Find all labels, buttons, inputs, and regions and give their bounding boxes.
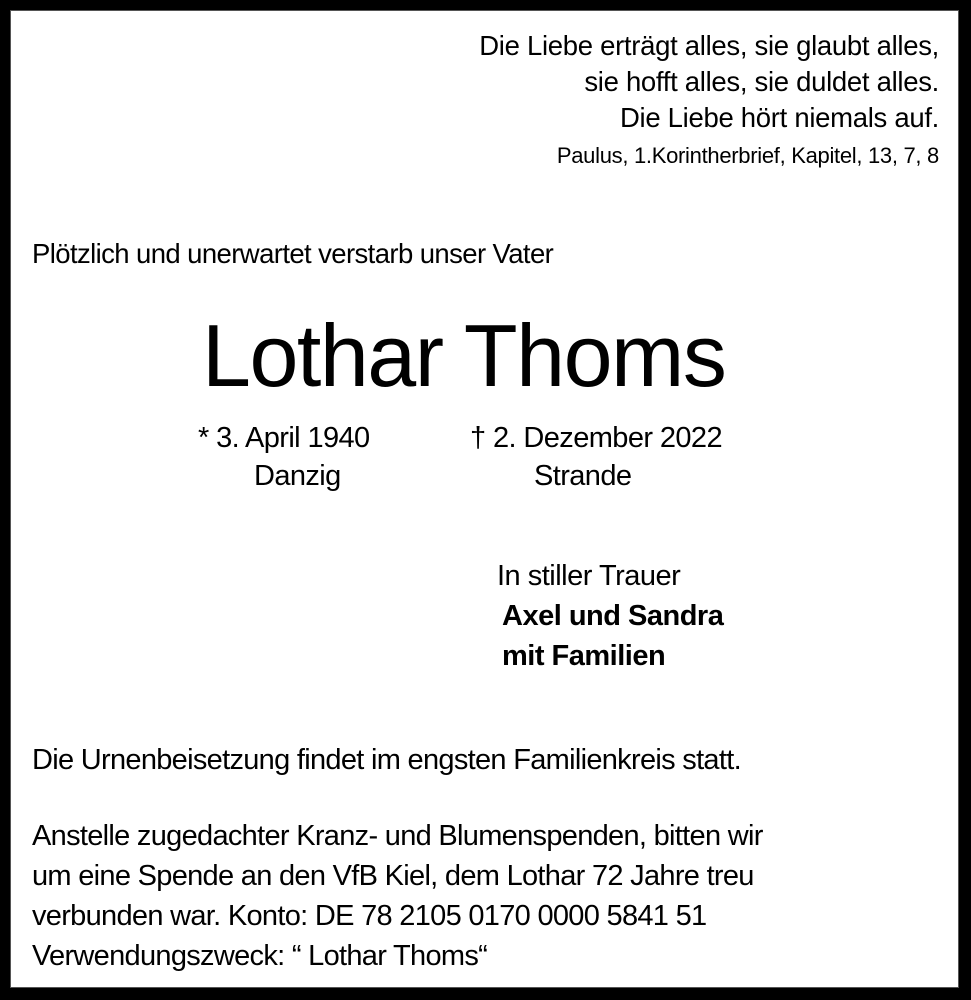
birth-place: Danzig [254,460,341,492]
death-date: † 2. Dezember 2022 [470,422,722,454]
mourning-heading: In stiller Trauer [497,560,681,592]
bible-quote-line-1: Die Liebe erträgt alles, sie glaubt alles, [479,30,939,61]
intro-text: Plötzlich und unerwartet verstarb unser Vater [32,238,554,269]
deceased-name: Lothar Thoms [202,306,726,405]
birth-date: * 3. April 1940 [198,422,370,454]
death-place: Strande [534,460,632,492]
donation-line-1: Anstelle zugedachter Kranz- und Blumenspenden, bitten wir [32,820,763,852]
burial-note: Die Urnenbeisetzung findet im engsten Familienkreis statt. [32,744,741,776]
mourner-names: Axel und Sandra [502,600,724,632]
quote-source: Paulus, 1.Korintherbrief, Kapitel, 13, 7, 8 [556,143,939,168]
donation-reference: Verwendungszweck: “ Lothar Thoms“ [32,940,488,972]
mourner-families: mit Familien [502,640,666,672]
obituary-notice [10,10,959,988]
bible-quote-line-3: Die Liebe hört niemals auf. [619,102,939,133]
bible-quote-line-2: sie hofft alles, sie duldet alles. [584,66,939,97]
donation-line-2: um eine Spende an den VfB Kiel, dem Lothar 72 Jahre treu [32,860,754,892]
donation-bank-account: verbunden war. Konto: DE 78 2105 0170 0000 5841 51 [32,900,707,932]
